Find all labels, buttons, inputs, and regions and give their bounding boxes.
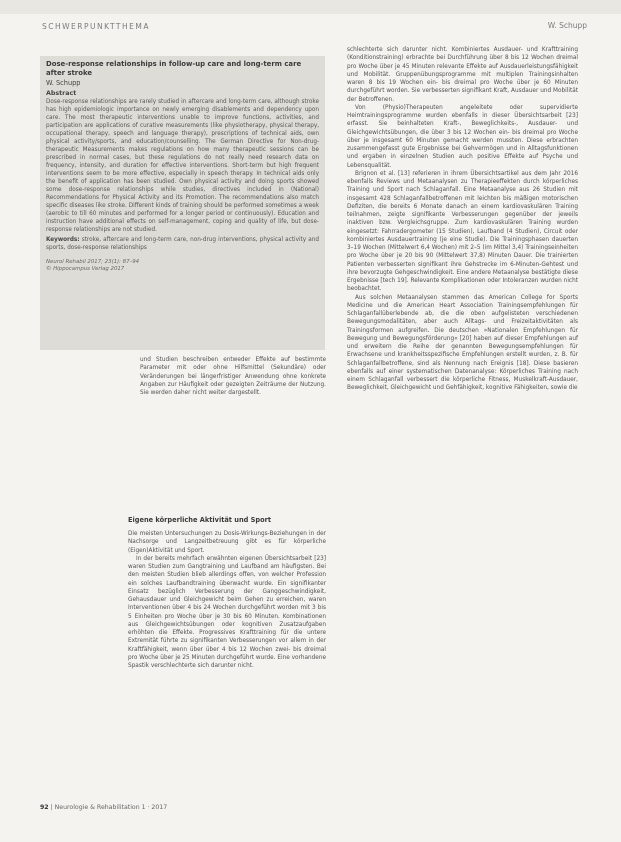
paragraph: und Studien beschreiben entweder Effekte auf bestimmte Parameter mit oder ohne Hilfsmittel (Sekundäre) oder Veränderungen bei längerfristiger Anwendung ohne konkrete Angaben zur Häufigkeit oder gezeigten Zeiträume der Nutzung. Sie werden daher nicht weiter dargestellt. [140, 357, 326, 396]
abstract-label: Abstract [46, 90, 77, 98]
keywords-text: stroke, aftercare and long-term care, non-drug interventions, physical activity and sports, dose-response relationships [46, 236, 319, 251]
english-abstract-box [40, 56, 325, 350]
left-column-body [128, 530, 326, 670]
paragraph: Aus solchen Metaanalysen stammen das American College for Sports Medicine und die American Heart Association Trainingsempfehlungen für Schlaganfallüberlebende ab, die die oben aufgelisteten verschiedenen Bewegungsmodalitäten, aber auch Alltags- und Freizeitaktivitäten als Trainingsformen aufgreifen. Die deutschen »Nationalen Empfehlungen für Bewegung und Bewegungsförderung« [20] haben auf dieser Empfehlungen auf und erweitern die Reihe der genannten Bewegungsempfehlungen für Erwachsene und krankheitsspezifische Empfehlungen erstellt wurden, z. B. für Schlaganfallbetroffene, sind als Nennung nach Ereignis [18]. Diese basieren ebenfalls auf einer systematischen Datenanalyse: Körperliches Training nach einem Schlaganfall verbessert die körperliche Fitness, Muskelkraft-Ausdauer, Beweglichkeit, Gleichgewicht und Gehfähigkeit, kognitive Fähigkeiten, sowie die [347, 294, 578, 392]
abstract-citation [46, 259, 319, 275]
right-column-body [347, 46, 578, 393]
page-footer: 92 | Neurologie & Rehabilitation 1 · 2017 [40, 804, 168, 811]
paragraph: Die meisten Untersuchungen zu Dosis-Wirkungs-Beziehungen in der Nachsorge und Langzeitbetreuung gibt es für körperliche (Eigen)Aktivität und Sport. [128, 531, 326, 554]
abstract-title: Dose-response relationships in follow-up care and long-term care after stroke [46, 60, 302, 78]
paragraph: schlechterte sich darunter nicht. Kombiniertes Ausdauer- und Krafttraining (Konditionstraining) erbrachte bei Durchführung über 8 bis 12 Wochen dreimal pro Woche über je 45 Minuten relevante Effekte auf Ausdauerleistungsfähigkeit und Mobilität. Gruppenübungsprogramme mit multiplen Trainingsinhalten waren 8 bis 19 Wochen ein- bis dreimal pro Woche über je 60 Minuten durchgeführt worden. Sie verbesserten signifikant Kraft, Ausdauer und Mobilität der Betroffenen. [347, 47, 578, 103]
journal-name: Neurologie & Rehabilitation 1 · 2017 [54, 804, 168, 811]
section-heading: Eigene körperliche Aktivität und Sport [128, 516, 272, 524]
left-column-top [140, 356, 326, 397]
running-author: W. Schupp [547, 21, 587, 30]
keywords-label: Keywords: [46, 236, 80, 243]
paragraph: Von (Physio)Therapeuten angeleitete oder supervidierte Heimtrainingsprogramme wurden ebenfalls in dieser Übersichtsarbeit [23] erfasst. Sie beinhalteten Kraft-, Beweglichkeits-, Ausdauer- und Gleichgewichtsübungen, die über 3 bis 12 Wochen ein- bis dreimal pro Woche über je insgesamt 60 Minuten gemacht werden mussten. Diese erbrachten zusammengefasst gute Ergebnisse bei Gehvermögen und in Alltagsfunktionen und ergaben in einzelnen Studien auch positive Effekte auf Psyche und Lebensqualität. [347, 104, 578, 169]
citation-line: Neurol Rehabil 2017; 23(1): 87–94 [46, 258, 140, 265]
section-label: SCHWERPUNKTTHEMA [42, 22, 150, 31]
abstract-keywords [46, 237, 319, 253]
abstract-text: Dose-response relationships are rarely studied in aftercare and long-term care, although stroke has high epidemiologic importance on newly emerging disablements and dependency upon care. The most therapeutic interventions unable to improve functions, activities, and participation are applications of curative measurements (like physiotherapy, physical therapy, occupational therapy, speech and language therapy), prescriptions of technical aids, own physical activity/sports, and education/counselling. The German Directive for Non-drug-therapeutic Measurements makes regulations on how many therapeutic sessions can be prescribed in normal cases, but these regulations do not really need research data on frequency, intensity, and duration for effective interventions. Short-term but high frequent interventions seem to be more effective, especially in speech therapy. In technical aids only the benefit of application has been studied. Own physical activity and doing sports showed some dose-response relationships while studies, directives included in (National) Recommendations for Physical Activity and its Promotion. The recommendations also match specific diseases like stroke. Different kinds of training should be performed sometimes a week (aerobic to till 60 minutes and performed for a longer period or continuously). Education and instruction have additional effects on self-management, coping and quality of life, but dose-response relationships are not studied. [46, 99, 319, 233]
header-band [0, 0, 621, 14]
abstract-author: W. Schupp [46, 79, 81, 88]
publisher-line: © Hippocampus Verlag 2017 [46, 266, 125, 273]
paragraph: In der bereits mehrfach erwähnten eigenen Übersichtsarbeit [23] waren Studien zum Gangtraining und Laufband am häufigsten. Bei den meisten Studien blieb allerdings offen, von welcher Profession ein solches Laufbandtraining überwacht wurde. Ein signifikanter Einsatz bezüglich Verbesserung der Ganggeschwindigkeit, Gehausdauer und Gleichgewicht beim Gehen zu erreichen, waren Interventionen über 4 bis 24 Wochen durchgeführt worden mit 3 bis 5 Einheiten pro Woche über je 30 bis 60 Minuten. Kombinationen aus Gleichgewichtsübungen oder kognitiven Zusatzaufgaben erhöhten die Effekte. Progressives Krafttraining für die untere Extremität führte zu signifikanten Verbesserungen vor allem in der Kraftfähigkeit, wenn über über 4 bis 12 Wochen zwei- bis dreimal pro Woche über je 25 Minuten durchgeführt wurde. Eine vorhandene Spastik verschlechterte sich darunter nicht. [128, 555, 326, 669]
page-number: 92 [40, 804, 49, 811]
paragraph: Brignon et al. [13] referieren in ihrem Übersichtsartikel aus dem Jahr 2016 ebenfalls Reviews und Metaanalysen zu Therapieeffekten durch körperliches Training und Sport nach Schlaganfall. Eine Metaanalyse aus 26 Studien mit insgesamt 428 Schlaganfallbetroffenen mit leichten bis mäßigen motorischen Defiziten, die bereits 6 Monate danach an einem kardiovaskulären Training teilnahmen, zeigte signifikante Verbesserungen gegenüber der jeweils inaktiven bzw. Vergleichsgruppe. Zum kardiovaskulären Training wurden eingesetzt: Fahrradergometer (15 Studien), Laufband (4 Studien), Circuit oder kombiniertes Ausdauertraining (je eine Studie). Die Trainingsphasen dauerten 3–19 Wochen (Mittelwert 6,4 Wochen) mit 2–5 (im Mittel 3,4) Trainingseinheiten pro Woche über je 20 bis 90 (Mittelwert 37,8) Minuten Dauer. Die trainierten Patienten verbesserten signifikant ihre Gehstrecke im 6-Minuten-Gehtest und ihre bevorzugte Gehgeschwindigkeit. Eine andere Metaanalyse bestätigte diese Ergebnisse [tech 19]. Relevante Komplikationen oder Intoleranzen wurden nicht beobachtet. [347, 170, 578, 293]
